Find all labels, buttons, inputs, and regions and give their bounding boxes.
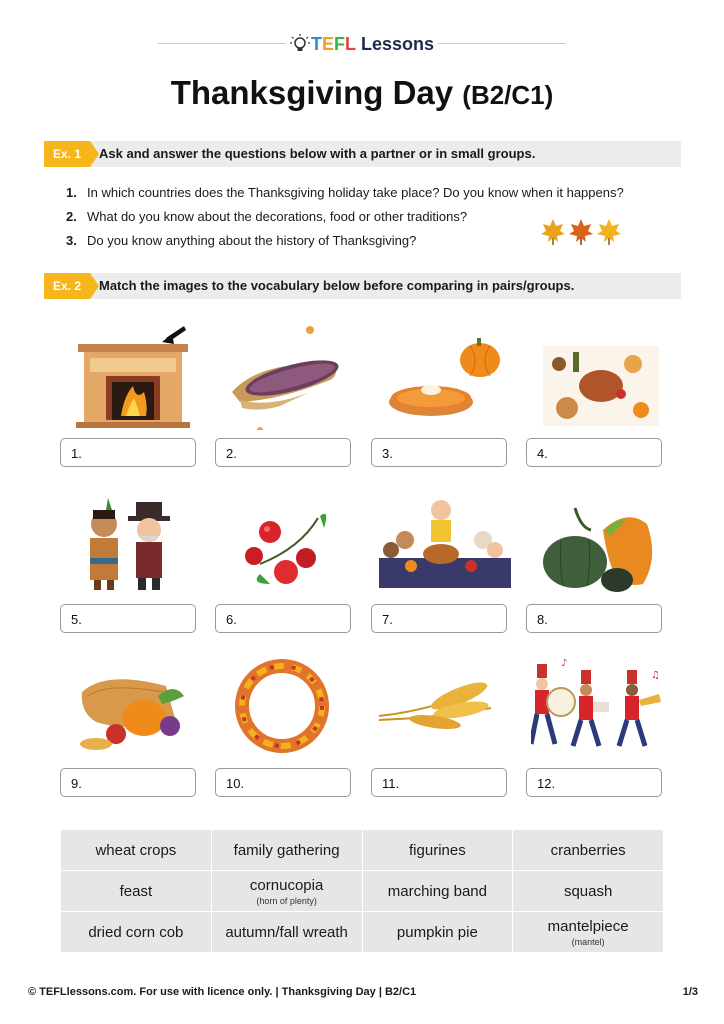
- logo-word: Lessons: [361, 33, 435, 54]
- logo-letter-e: E: [322, 33, 335, 54]
- vocab-note: (mantel): [571, 936, 605, 947]
- answer-box-2[interactable]: 2.: [215, 438, 351, 467]
- lightbulb-icon: [289, 33, 311, 55]
- vocab-cell: [61, 830, 212, 871]
- vocab-cell: [61, 912, 212, 953]
- title-main: Thanksgiving Day: [170, 74, 454, 111]
- vocab-word: marching band: [387, 882, 487, 900]
- vocab-cell: [211, 830, 362, 871]
- answer-box-7[interactable]: 7.: [371, 604, 507, 633]
- logo-letter-l: L: [345, 33, 357, 54]
- exercise-1-instruction: Ask and answer the questions below with a partner or in small groups.: [99, 146, 536, 161]
- vocab-cell: [513, 912, 664, 953]
- question-3: [66, 233, 416, 248]
- vocab-word: mantelpiece: [547, 917, 629, 935]
- maple-leaf-icon: [568, 218, 594, 246]
- vocab-word: squash: [563, 882, 613, 900]
- answer-box-1[interactable]: 1.: [60, 438, 196, 467]
- vocab-word: cornucopia: [249, 876, 324, 894]
- page-title: [0, 74, 724, 112]
- feast-table-image: [531, 320, 671, 430]
- pumpkin-pie-image: [375, 320, 515, 430]
- marching-band-image: [531, 652, 671, 762]
- vocab-word: pumpkin pie: [396, 923, 478, 941]
- answer-box-4[interactable]: 4.: [526, 438, 662, 467]
- question-1: [66, 185, 624, 200]
- logo-letter-t: T: [311, 33, 322, 54]
- figurines-image: [66, 488, 206, 598]
- title-level: (B2/C1): [462, 80, 554, 110]
- autumn-leaves-illustration: [540, 218, 622, 246]
- question-2: [66, 209, 467, 224]
- vocab-word: feast: [119, 882, 153, 900]
- header-divider-right: [438, 43, 566, 44]
- header: [0, 30, 724, 58]
- answer-box-11[interactable]: 11.: [371, 768, 507, 797]
- exercise-1-header: [44, 141, 681, 167]
- vocab-cell: [362, 830, 513, 871]
- exercise-2-instruction: Match the images to the vocabulary below before comparing in pairs/groups.: [99, 278, 575, 293]
- vocabulary-table: [60, 829, 664, 953]
- vocab-word: autumn/fall wreath: [225, 923, 348, 941]
- vocab-word: cranberries: [550, 841, 626, 859]
- exercise-2-header: [44, 273, 681, 299]
- logo-letter-f: F: [334, 33, 346, 54]
- answer-box-9[interactable]: 9.: [60, 768, 196, 797]
- question-number: 2.: [66, 209, 77, 224]
- exercise-1-tag: Ex. 1: [44, 141, 90, 167]
- question-text: In which countries does the Thanksgiving holiday take place? Do you know when it happens?: [87, 185, 624, 200]
- wheat-image: [375, 652, 515, 762]
- cornucopia-image: [66, 652, 206, 762]
- answer-box-10[interactable]: 10.: [215, 768, 351, 797]
- header-divider-left: [158, 43, 286, 44]
- vocab-word: wheat crops: [95, 841, 177, 859]
- vocab-note: (horn of plenty): [256, 895, 317, 906]
- vocab-cell: [211, 871, 362, 912]
- answer-box-6[interactable]: 6.: [215, 604, 351, 633]
- fireplace-image: [66, 320, 206, 430]
- cranberries-image: [220, 488, 360, 598]
- vocab-cell: [362, 912, 513, 953]
- vocab-word: dried corn cob: [88, 923, 184, 941]
- answer-box-8[interactable]: 8.: [526, 604, 662, 633]
- svg-text:♫: ♫: [651, 670, 660, 681]
- vocab-cell: [513, 871, 664, 912]
- answer-box-3[interactable]: 3.: [371, 438, 507, 467]
- question-text: What do you know about the decorations, food or other traditions?: [87, 209, 468, 224]
- family-gathering-image: [375, 488, 515, 598]
- vocab-cell: [211, 912, 362, 953]
- answer-box-5[interactable]: 5.: [60, 604, 196, 633]
- corn-cob-image: [220, 320, 360, 430]
- table-row: [61, 830, 664, 871]
- page-footer: [28, 986, 700, 998]
- vocab-word: figurines: [409, 841, 466, 859]
- answer-box-12[interactable]: 12.: [526, 768, 662, 797]
- site-logo: [289, 32, 434, 56]
- vocab-cell: [362, 871, 513, 912]
- squash-image: [531, 488, 671, 598]
- exercise-2-tag: Ex. 2: [44, 273, 90, 299]
- maple-leaf-icon: [540, 218, 566, 246]
- question-number: 1.: [66, 185, 77, 200]
- svg-text:♪: ♪: [561, 658, 568, 669]
- table-row: [61, 912, 664, 953]
- vocab-word: family gathering: [233, 841, 340, 859]
- page-number: 1/3: [682, 986, 698, 998]
- vocab-cell: [61, 871, 212, 912]
- wreath-image: [220, 652, 360, 762]
- question-text: Do you know anything about the history of Thanksgiving?: [87, 233, 417, 248]
- table-row: [61, 871, 664, 912]
- footer-copyright: © TEFLlessons.com. For use with licence only. | Thanksgiving Day | B2/C1: [28, 986, 417, 998]
- vocab-cell: [513, 830, 664, 871]
- question-number: 3.: [66, 233, 77, 248]
- maple-leaf-icon: [596, 218, 622, 246]
